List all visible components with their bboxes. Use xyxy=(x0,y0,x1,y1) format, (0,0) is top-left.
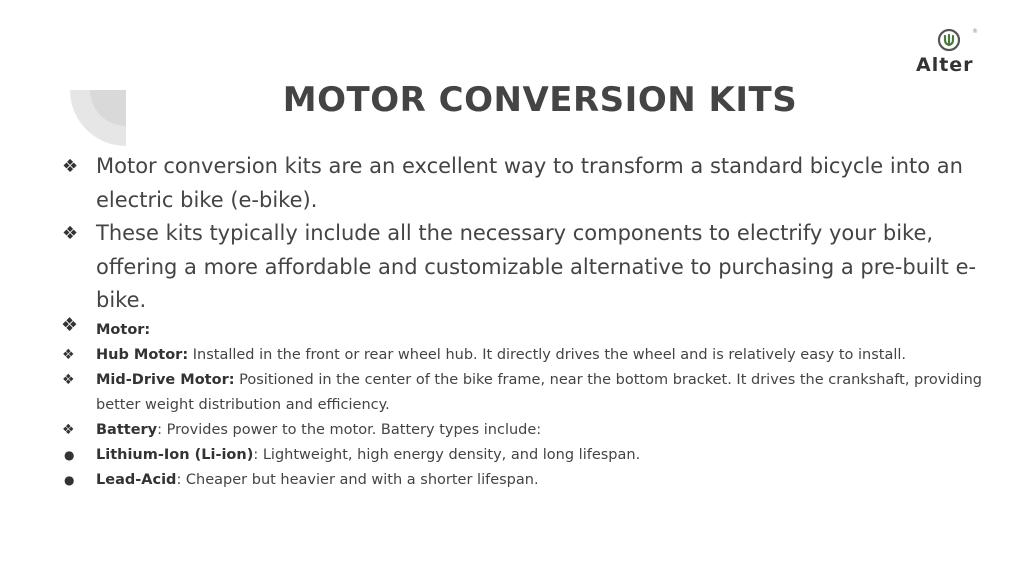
item-label: Mid-Drive Motor: xyxy=(96,371,235,388)
diamond-bullet-icon: ❖ xyxy=(62,371,75,388)
list-item xyxy=(58,418,988,443)
item-text: Positioned in the center of the bike frame, near the bottom bracket. It drives the crankshaft, providing better weight distribution and efficiency. xyxy=(96,371,983,413)
item-label: Hub Motor: xyxy=(96,346,189,363)
item-label: Motor: xyxy=(96,321,151,338)
item-label: Lead-Acid xyxy=(96,471,177,488)
diamond-bullet-icon: ❖ xyxy=(62,346,75,363)
list-item xyxy=(58,443,988,468)
list-item xyxy=(58,217,988,318)
registered-mark: ® xyxy=(972,28,978,35)
item-text: : Cheaper but heavier and with a shorter lifespan. xyxy=(176,471,539,488)
diamond-bullet-icon: ❖ xyxy=(61,313,79,336)
diamond-bullet-icon: ❖ xyxy=(62,223,79,244)
logo-text: Alter xyxy=(916,54,974,76)
item-text: Installed in the front or rear wheel hub. It directly drives the wheel and is relatively easy to install. xyxy=(188,346,907,363)
item-label: Lithium-Ion (Li-ion) xyxy=(96,446,254,463)
item-text: These kits typically include all the necessary components to electrify your bike, offering a more affordable and customizable alternative to purchasing a pre-built e-bike. xyxy=(96,221,977,312)
diamond-bullet-icon: ❖ xyxy=(62,421,75,438)
dot-bullet-icon: ● xyxy=(64,447,75,462)
item-text: Motor conversion kits are an excellent way to transform a standard bicycle into an electric bike (e-bike). xyxy=(96,154,963,212)
item-label: Battery xyxy=(96,421,158,438)
bullet-list xyxy=(58,150,988,493)
list-item xyxy=(58,150,988,217)
list-item xyxy=(58,368,988,418)
list-item xyxy=(58,468,988,493)
list-item xyxy=(58,343,988,368)
list-item xyxy=(58,313,988,343)
page-title: MOTOR CONVERSION KITS xyxy=(282,80,798,120)
diamond-bullet-icon: ❖ xyxy=(62,156,79,177)
dot-bullet-icon: ● xyxy=(64,472,75,487)
item-text: : Lightweight, high energy density, and long lifespan. xyxy=(253,446,641,463)
item-text: : Provides power to the motor. Battery types include: xyxy=(157,421,542,438)
